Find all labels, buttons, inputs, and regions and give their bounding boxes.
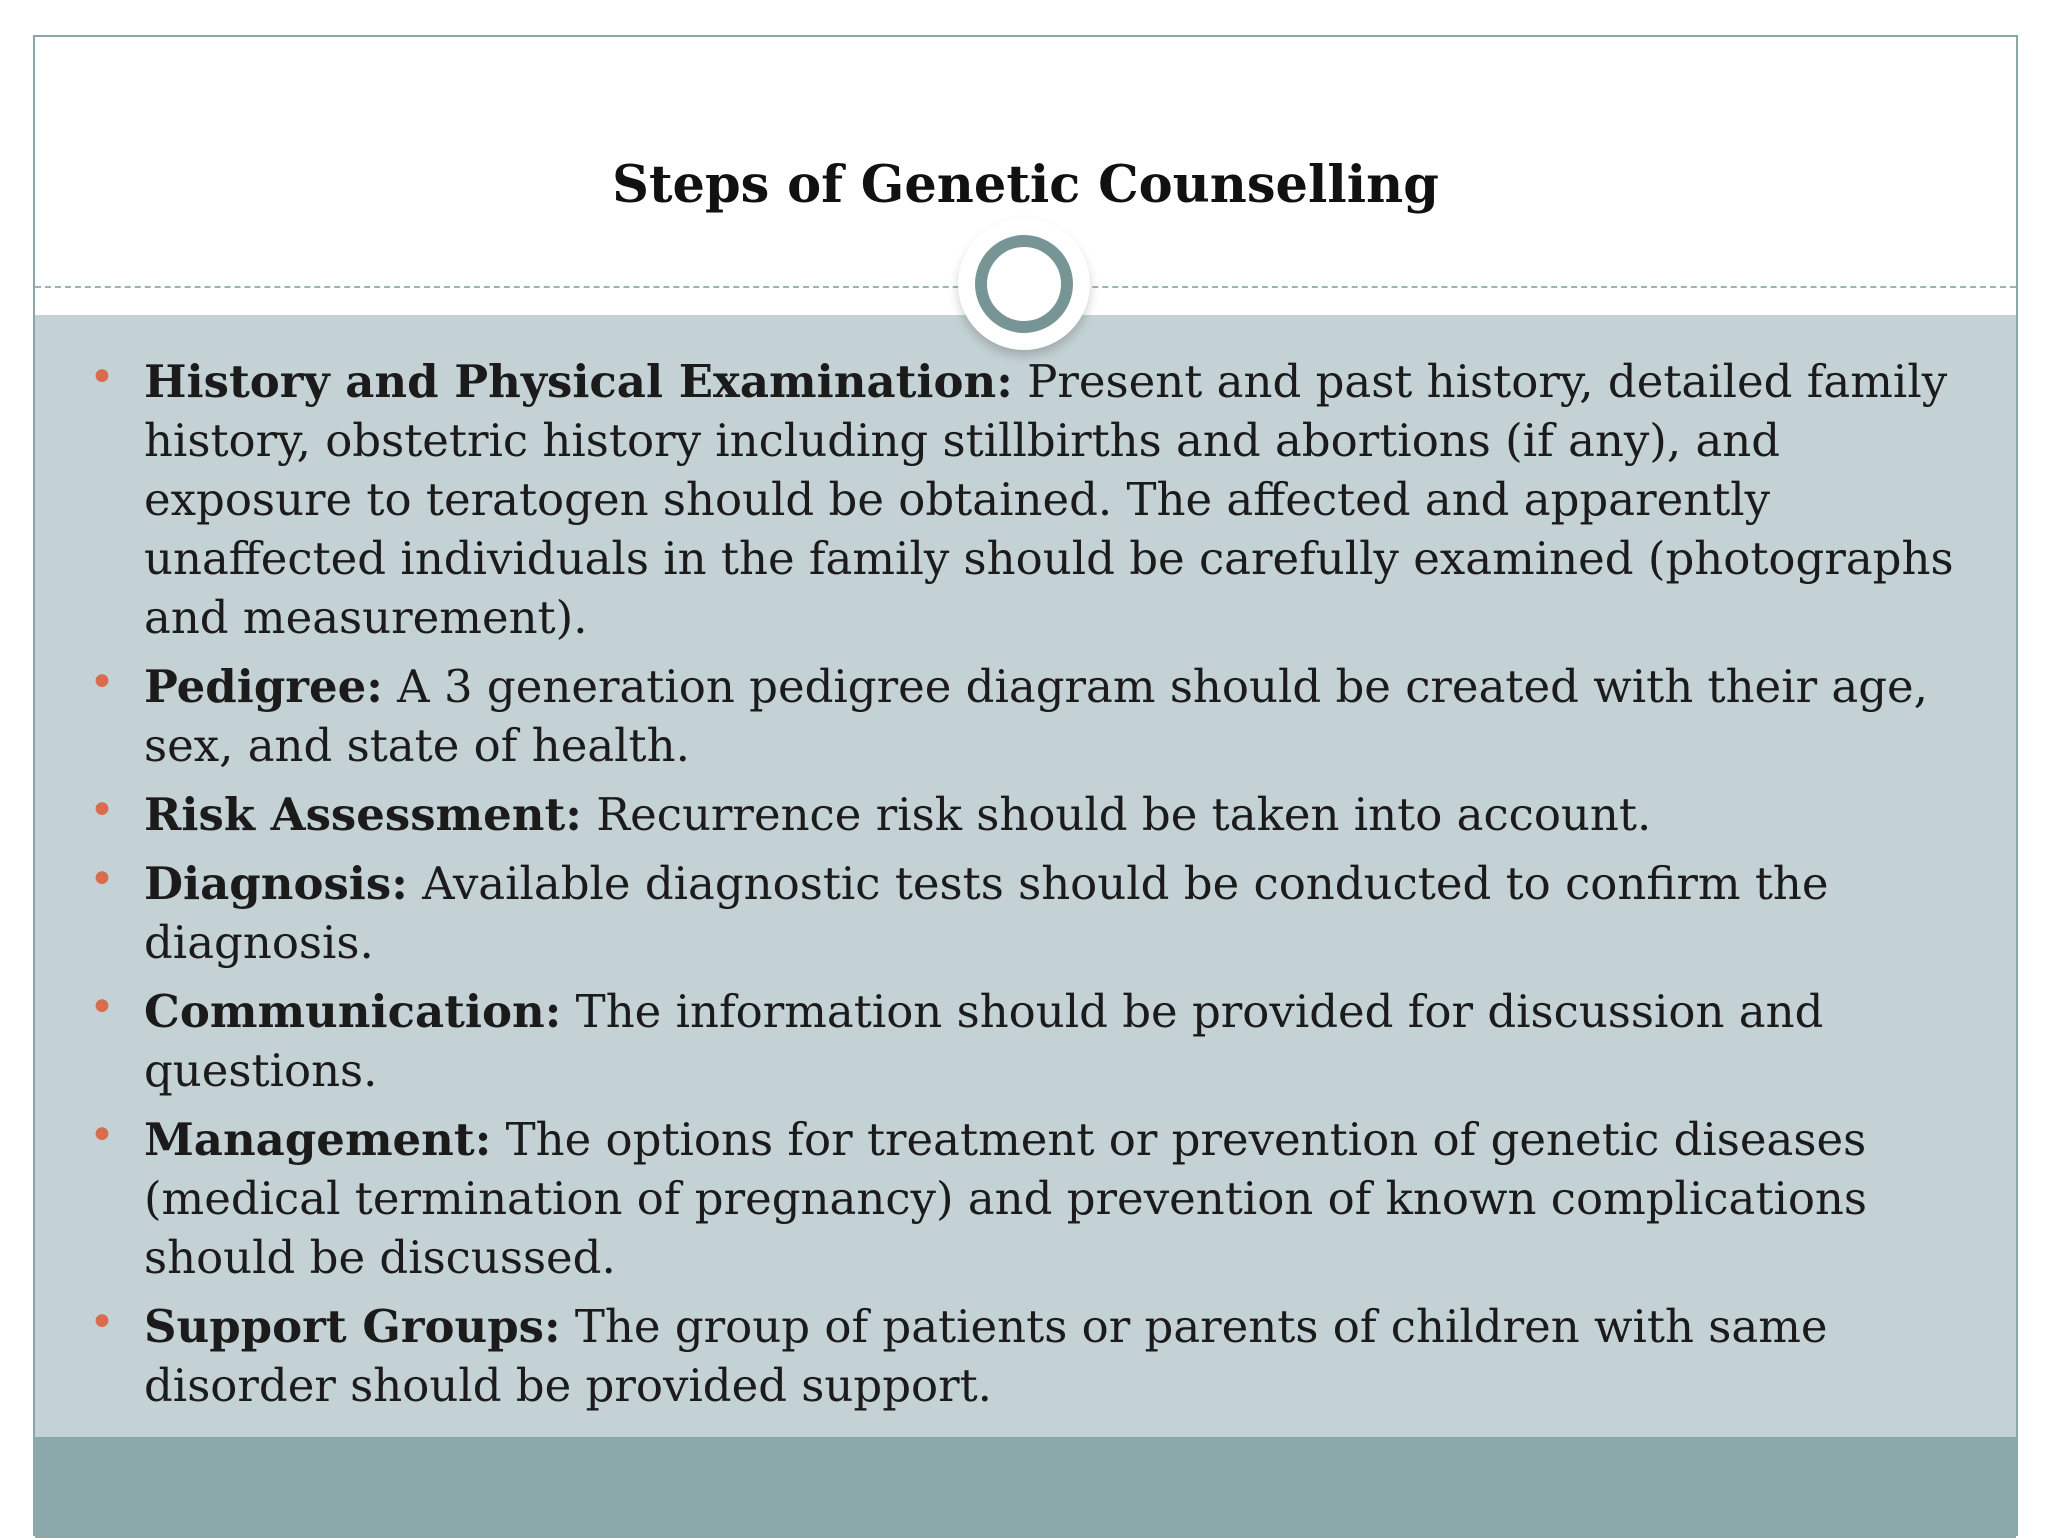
bullet-icon: • — [89, 785, 115, 836]
list-item — [89, 657, 1968, 775]
bullet-icon: • — [89, 352, 115, 403]
bullet-term: Support Groups: — [144, 1300, 561, 1353]
bullet-term: History and Physical Examination: — [144, 355, 1013, 408]
bullet-term: Pedigree: — [144, 660, 383, 713]
bullet-term: Communication: — [144, 985, 562, 1038]
list-item — [89, 854, 1968, 972]
list-item — [89, 785, 1968, 844]
bullet-icon: • — [89, 657, 115, 708]
bullet-icon: • — [89, 982, 115, 1033]
bullet-term: Management: — [144, 1113, 492, 1166]
bullet-text: Recurrence risk should be taken into account. — [581, 788, 1652, 841]
bullet-text: Available diagnostic tests should be conducted to confirm the diagnosis. — [144, 857, 1829, 969]
footer-band — [35, 1437, 2016, 1538]
circle-ornament-icon — [958, 218, 1090, 350]
bullet-text: The group of patients or parents of children with same disorder should be provided support. — [144, 1300, 1828, 1412]
bullet-list — [89, 352, 1968, 1425]
slide-title: Steps of Genetic Counselling — [612, 155, 1439, 215]
bullet-text: The information should be provided for discussion and questions. — [144, 985, 1824, 1097]
list-item — [89, 1297, 1968, 1415]
list-item — [89, 982, 1968, 1100]
bullet-term: Diagnosis: — [144, 857, 408, 910]
bullet-text: Present and past history, detailed family history, obstetric history including stillbirths and abortions (if any), and exposure to teratogen should be obtained. The affected and apparently unaffected individuals in the family should be carefully examined (photographs and measurement). — [144, 355, 1954, 644]
list-item — [89, 1110, 1968, 1287]
bullet-term: Risk Assessment: — [144, 788, 582, 841]
bullet-text: The options for treatment or prevention of genetic diseases (medical termination of pregnancy) and prevention of known complications should be discussed. — [144, 1113, 1868, 1284]
bullet-icon: • — [89, 1297, 115, 1348]
ring-icon — [975, 235, 1073, 333]
bullet-icon: • — [89, 1110, 115, 1161]
bullet-icon: • — [89, 854, 115, 905]
list-item — [89, 352, 1968, 647]
bullet-text: A 3 generation pedigree diagram should be created with their age, sex, and state of health. — [144, 660, 1928, 772]
